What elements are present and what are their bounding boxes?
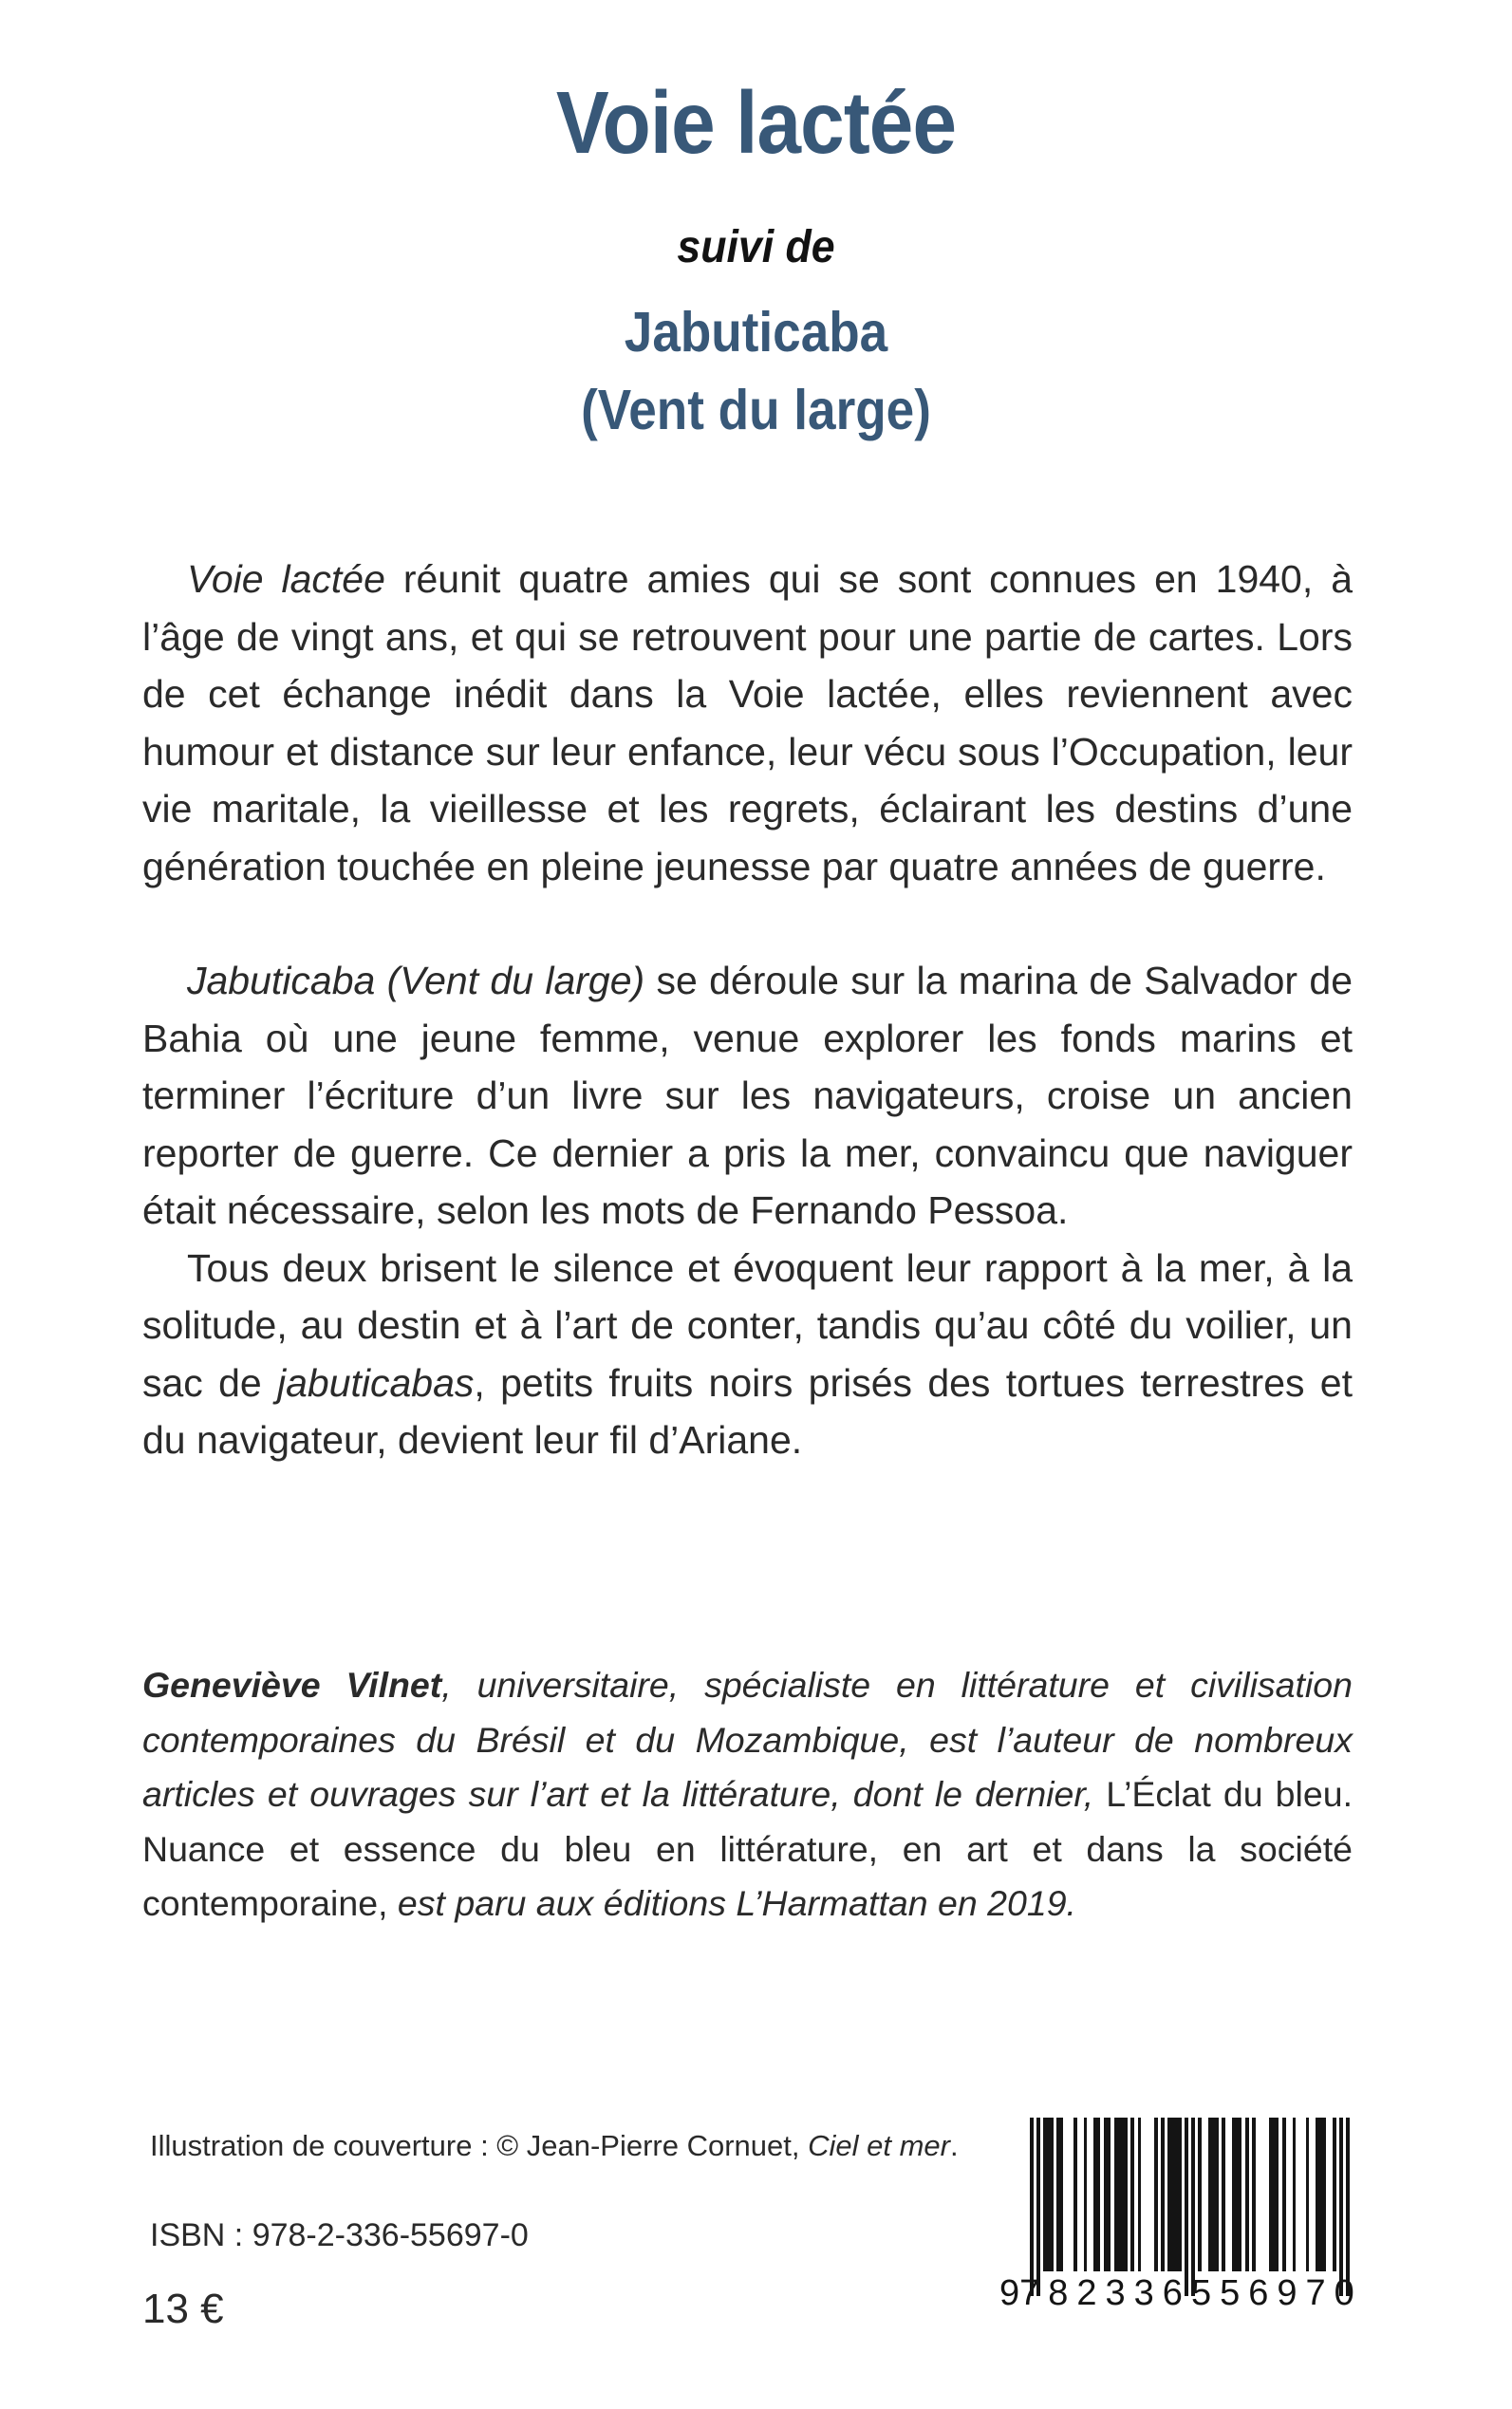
- text-segment: Jabuticaba (Vent du large): [187, 959, 645, 1002]
- second-title-line2: (Vent du large): [581, 379, 931, 441]
- barcode-digit-group1: 782336: [1019, 2273, 1191, 2313]
- paragraph-voie-lactee: [142, 551, 1353, 895]
- second-title-line1: Jabuticaba: [624, 301, 888, 364]
- author-bio: [142, 1658, 1353, 1932]
- barcode-digits: [999, 2273, 1363, 2314]
- ean13-barcode: [999, 2118, 1363, 2314]
- text-segment: Illustration de couverture : © Jean-Pierre Cornuet,: [150, 2129, 809, 2162]
- text-segment: se déroule sur la marina de Salvador de Bahia où une jeune femme, venue explorer les fonds marins et terminer l’écriture d’un livre sur les navigateurs, croise un ancien reporter de guerre. Ce dernier a pris la mer, convaincu que naviguer était nécessaire, selon les mots de Fernando Pessoa.: [142, 959, 1353, 1232]
- text-segment: , petits fruits noirs prisés des tortues terrestres et du navigateur, devient leur fil d’Ariane.: [142, 1360, 1353, 1462]
- text-segment: Voie lactée: [187, 557, 385, 601]
- paragraph-tous-deux: [142, 1240, 1353, 1469]
- barcode-bars: [1030, 2118, 1351, 2271]
- text-segment: , universitaire, spécialiste en littérature et civilisation contemporaines du Brésil et du Mozambique, est l’auteur de nombreux articles et ouvrages sur l’art et la littérature, dont le dernier,: [142, 1665, 1353, 1814]
- isbn-label: ISBN : 978-2-336-55697-0: [150, 2217, 529, 2253]
- text-segment: Ciel et mer: [808, 2129, 950, 2162]
- text-segment: Tous deux brisent le silence et évoquent leur rapport à la mer, à la solitude, au destin et à l’art de conter, tandis qu’au côté du voilier, un sac de: [142, 1245, 1353, 1405]
- text-segment: Geneviève Vilnet: [142, 1665, 442, 1705]
- illustration-credit: [150, 2129, 959, 2163]
- text-segment: jabuticabas: [276, 1360, 475, 1405]
- text-segment: réunit quatre amies qui se sont connues en 1940, à l’âge de vingt ans, et qui se retrouvent pour une partie de cartes. Lors de cet échange inédit dans la Voie lactée, elles reviennent avec humour et distance sur leur enfance, leur vécu sous l’Occupation, leur vie maritale, la vieillesse et les regrets, éclairant les destins d’une génération touchée en pleine jeunesse par quatre années de guerre.: [142, 557, 1353, 888]
- text-segment: est paru aux éditions L’Harmattan en 2019.: [387, 1883, 1076, 1923]
- text-segment: L’Éclat du bleu. Nuance et essence du bleu en littérature, en art et dans la société contemporaine,: [142, 1774, 1353, 1923]
- barcode-digit-first: 9: [999, 2273, 1020, 2313]
- price-label: 13 €: [142, 2286, 224, 2332]
- synopsis-section: [142, 551, 1353, 1469]
- text-segment: .: [950, 2129, 959, 2162]
- series-note: suivi de: [677, 222, 835, 272]
- barcode-digit-group2: 556970: [1190, 2273, 1363, 2313]
- paragraph-jabuticaba: [142, 952, 1353, 1240]
- barcode-bar: [1346, 2118, 1350, 2296]
- book-title: Voie lactée: [555, 73, 957, 172]
